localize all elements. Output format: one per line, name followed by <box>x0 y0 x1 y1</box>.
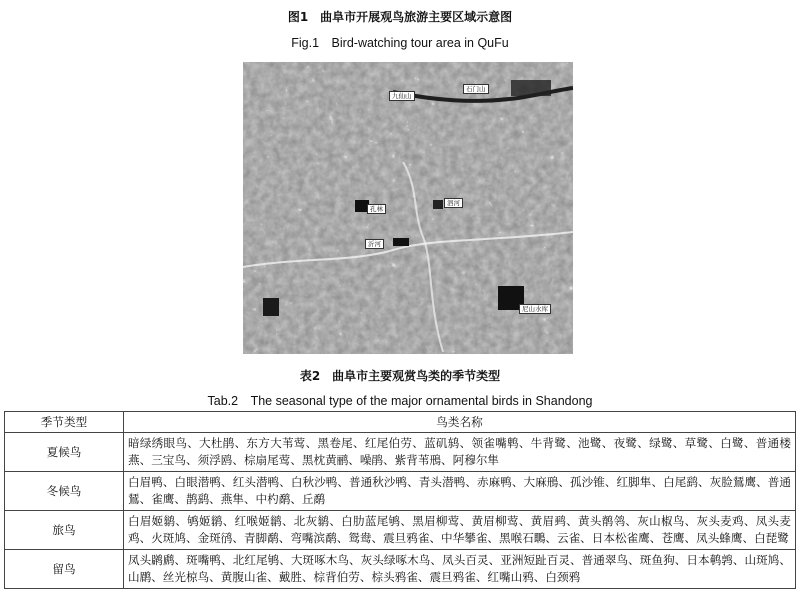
table-title-cn: 表2 曲阜市主要观赏鸟类的季节类型 <box>299 369 501 383</box>
table-row <box>5 511 796 550</box>
seasonal-birds-table <box>4 411 796 589</box>
season-type-cell: 留鸟 <box>5 550 124 589</box>
bird-names-cell: 白眉姬鹟、鸲姬鹟、红喉姬鹟、北灰鹟、白肋蓝尾鸲、黑眉柳莺、黄眉柳莺、黄眉鹀、黄头鹡鸰、灰山椒鸟、灰头麦鸡、凤头麦鸡、火斑鸠、金斑鸻、青脚鹬、弯嘴滨鹬、鸳鸯、震旦鸦雀、中华攀雀、黑喉石䳭、云雀、日本松雀鹰、苍鹰、凤头蜂鹰、白琵鹭 <box>124 511 796 550</box>
header-bird-names: 鸟类名称 <box>124 412 796 433</box>
table-header-row <box>5 412 796 433</box>
table-row <box>5 472 796 511</box>
bird-names-cell: 暗绿绣眼鸟、大杜鹃、东方大苇莺、黑卷尾、红尾伯劳、蓝矶鸫、领雀嘴鹎、牛背鹭、池鹭、夜鹭、绿鹭、草鹭、白鹭、普通楼燕、三宝鸟、须浮鸥、棕扇尾莺、黑枕黄鹂、噪鹃、紫背苇鳽、阿穆尔隼 <box>124 433 796 472</box>
map-label-nishan-reservoir: 尼山水库 <box>519 304 551 314</box>
table-row <box>5 433 796 472</box>
bird-names-cell: 凤头䴙䴘、斑嘴鸭、北红尾鸲、大斑啄木鸟、灰头绿啄木鸟、凤头百灵、亚洲短趾百灵、普通翠鸟、斑鱼狗、日本鹌鹑、山斑鸠、山鹛、丝光椋鸟、黄腹山雀、戴胜、棕背伯劳、棕头鸦雀、震旦鸦雀、红嘴山鸦、白颈鸦 <box>124 550 796 589</box>
figure-title-cn: 图1 曲阜市开展观鸟旅游主要区域示意图 <box>287 10 513 24</box>
header-season-type: 季节类型 <box>5 412 124 433</box>
map-label-konglin: 孔林 <box>367 204 386 214</box>
map-label-jiuxianshan: 九仙山 <box>389 91 415 101</box>
map-label-sihe: 泗河 <box>444 198 463 208</box>
map-label-yihe: 沂河 <box>365 239 384 249</box>
table-title-en: Tab.2 The seasonal type of the major ornamental birds in Shandong <box>207 394 593 408</box>
season-type-cell: 夏候鸟 <box>5 433 124 472</box>
bird-watching-map <box>243 62 573 354</box>
figure-title-en: Fig.1 Bird-watching tour area in QuFu <box>291 36 509 50</box>
season-type-cell: 旅鸟 <box>5 511 124 550</box>
bird-names-cell: 白眉鸭、白眼潜鸭、红头潜鸭、白秋沙鸭、普通秋沙鸭、青头潜鸭、赤麻鸭、大麻鳽、孤沙锥、红脚隼、白尾鹞、灰脸鵟鹰、普通鵟、雀鹰、鹊鹞、燕隼、中杓鹬、丘鹬 <box>124 472 796 511</box>
table-row <box>5 550 796 589</box>
map-label-shimenshan: 石门山 <box>463 84 489 94</box>
season-type-cell: 冬候鸟 <box>5 472 124 511</box>
